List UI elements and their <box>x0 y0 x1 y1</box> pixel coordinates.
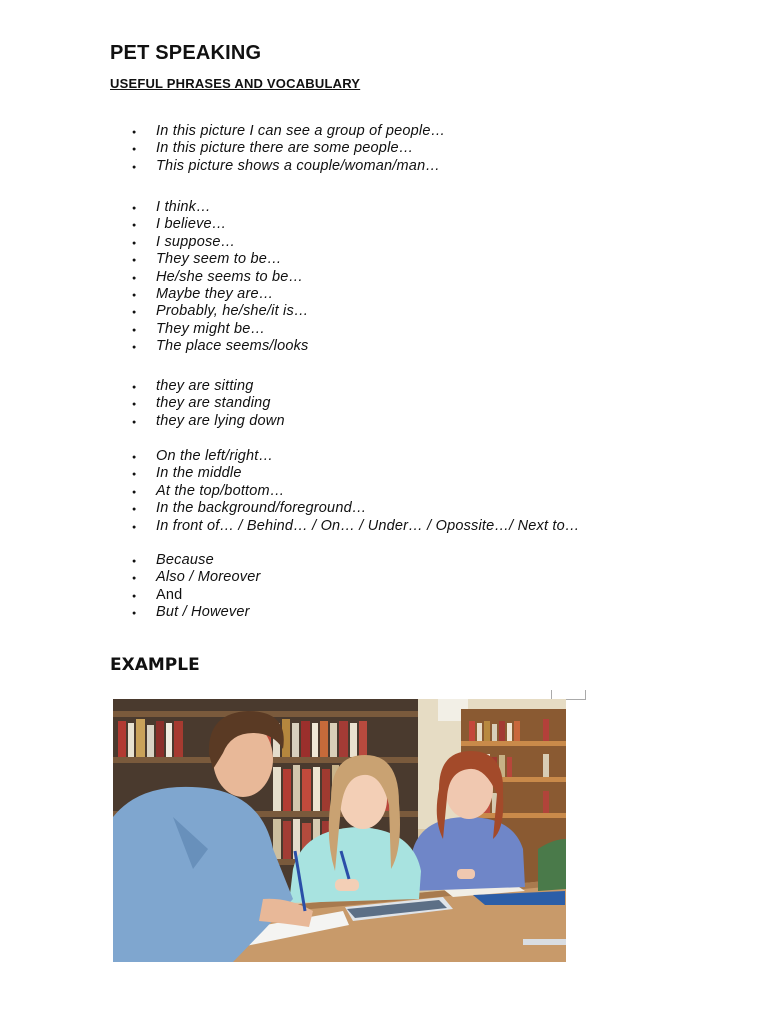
list-item: ● I think… <box>110 199 309 216</box>
list-item: ● Maybe they are… <box>110 286 309 303</box>
list-item: ● Probably, he/she/it is… <box>110 303 309 320</box>
page-title: PET SPEAKING <box>110 42 262 64</box>
list-item: ● Also / Moreover <box>110 569 261 586</box>
list-item: ● In the middle <box>110 465 580 482</box>
list-item: ● In front of… / Behind… / On… / Under… / Opossite…/ Next to… <box>110 518 580 535</box>
section-subtitle: USEFUL PHRASES AND VOCABULARY <box>110 76 361 91</box>
list-item: ● they are lying down <box>110 413 285 430</box>
list-item: ● He/she seems to be… <box>110 269 309 286</box>
list-item: ● On the left/right… <box>110 448 580 465</box>
phrase-list-speculating <box>110 199 309 356</box>
list-item: ● they are sitting <box>110 378 285 395</box>
phrase-list-actions <box>110 378 285 430</box>
list-item: ● they are standing <box>110 395 285 412</box>
list-item: ● They seem to be… <box>110 251 309 268</box>
list-item: ● I suppose… <box>110 234 309 251</box>
example-photo <box>113 699 566 962</box>
list-item: ● The place seems/looks <box>110 338 309 355</box>
list-item: ● But / However <box>110 604 261 621</box>
list-item: ● In this picture I can see a group of people… <box>110 123 445 140</box>
list-item: ● This picture shows a couple/woman/man… <box>110 158 445 175</box>
list-item: ● And <box>110 587 261 604</box>
list-item: ● At the top/bottom… <box>110 483 580 500</box>
list-item: ● I believe… <box>110 216 309 233</box>
list-item: ● In the background/foreground… <box>110 500 580 517</box>
phrase-list-describing <box>110 123 445 175</box>
phrase-list-position <box>110 448 580 535</box>
example-heading: EXAMPLE <box>110 655 200 675</box>
list-item: ● In this picture there are some people… <box>110 140 445 157</box>
list-item: ● They might be… <box>110 321 309 338</box>
phrase-list-connectors <box>110 552 261 622</box>
list-item: ● Because <box>110 552 261 569</box>
